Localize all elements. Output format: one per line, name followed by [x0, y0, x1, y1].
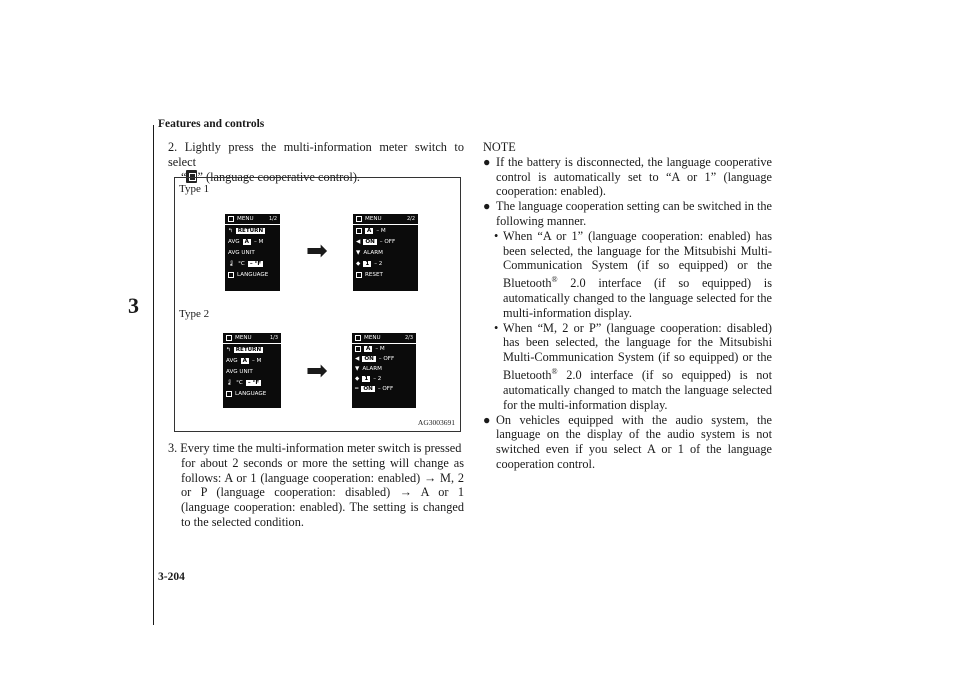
screen-row: °C — [238, 260, 245, 267]
note-item-2 — [483, 199, 772, 229]
screen-row: ALARM — [362, 366, 382, 372]
figure-code: AG3003691 — [417, 418, 455, 427]
screen-page: 2/2 — [406, 216, 415, 222]
screen-box: ON — [365, 238, 375, 245]
turn-signal-icon: ◆ — [356, 260, 361, 267]
screen-row: LANGUAGE — [237, 271, 269, 278]
screen-box: ON — [364, 356, 374, 362]
bullet-icon: ● — [483, 199, 491, 214]
note-subitem-text: 2.0 interface (if so equipped) is not automatically changed to match the language selected for the multi-information display. — [503, 368, 772, 412]
step-3-cont: for about 2 seconds or more the setting will change as follows: A or 1 (language cooperation: enabled) → M, 2 or P (language cooperation: disabled) → A or 1 (language cooperation: enabled). The setting is changed to the selected condition. — [181, 455, 464, 529]
note-subitem-text: 2.0 interface (if so equipped) is automatically changed to the language selected for the multi-information display. — [503, 276, 772, 320]
screen-box: A — [367, 227, 372, 234]
speaker-icon: ◀ — [356, 238, 361, 245]
turn-signal-icon: ◆ — [355, 376, 360, 382]
note-item-3 — [483, 413, 772, 472]
arrow-right-icon: ➡ — [306, 356, 328, 386]
language-icon — [355, 346, 361, 352]
screen-row: LANGUAGE — [235, 390, 267, 397]
screen-row: RESET — [365, 271, 383, 278]
step-2-line1: 2. Lightly press the multi-information meter switch to select — [168, 140, 464, 169]
speaker-icon: ◀ — [355, 356, 360, 362]
note-subitem-text: When “M, 2 or P” (language cooperation: disabled) has been selected, the language for the Mitsubishi Multi-Communication System (if so equipped) or the Bluetooth — [503, 320, 772, 383]
screen-row: – 2 — [374, 260, 383, 267]
menu-figure — [174, 177, 461, 432]
screen-box: – °F — [247, 379, 260, 386]
screen-page: 2/3 — [404, 335, 413, 341]
key-icon: ━ — [355, 386, 359, 392]
screen-row: – OFF — [379, 238, 396, 245]
screen-page: 1/2 — [268, 216, 277, 222]
screen-title: MENU — [364, 335, 381, 341]
screen-row: – OFF — [378, 356, 395, 362]
open-quote: “ — [181, 169, 187, 184]
screen-row: – OFF — [377, 386, 394, 392]
return-icon: ↰ — [226, 346, 231, 353]
registered-mark: ® — [551, 275, 558, 285]
note-block — [483, 140, 772, 472]
screen-row: – M — [375, 346, 385, 352]
sub-bullet-icon: • — [494, 320, 499, 335]
screen-title: MENU — [365, 216, 382, 222]
screen-row: AVG UNIT — [226, 368, 253, 375]
screen-row: – M — [253, 238, 264, 245]
reset-icon — [356, 272, 362, 278]
running-header: Features and controls — [158, 118, 265, 130]
screen-row: – 2 — [373, 376, 382, 382]
chapter-number: 3 — [128, 293, 139, 318]
menu-icon — [355, 335, 361, 341]
screen-row: °C — [236, 379, 243, 386]
menu-screen-type1-page1 — [225, 214, 280, 291]
screen-row: ALARM — [363, 249, 383, 256]
type-1-label: Type 1 — [179, 183, 210, 195]
bullet-icon: ● — [483, 154, 491, 169]
screen-row: AVG UNIT — [228, 249, 255, 256]
language-icon — [226, 391, 232, 397]
bullet-icon: ● — [483, 412, 491, 427]
note-item-text: If the battery is disconnected, the language cooperative control is automatically set to “A or 1” (language cooperation: enabled). — [496, 154, 772, 199]
step-2-text: ” (language cooperative control). — [197, 169, 360, 184]
menu-screen-type1-page2 — [353, 214, 418, 291]
screen-row: AVG — [226, 357, 238, 364]
screen-box: RETURN — [235, 346, 262, 353]
step-3-line1: 3. Every time the multi-information meter switch is pressed — [168, 441, 462, 455]
note-item-text: The language cooperation setting can be switched in the following manner. — [496, 199, 772, 228]
screen-box: 1 — [365, 260, 370, 267]
note-heading: NOTE — [483, 140, 516, 154]
menu-icon — [356, 216, 362, 222]
return-icon: ↰ — [228, 227, 233, 234]
note-subitem-text: When “A or 1” (language cooperation: enabled) has been selected, the language for the Mitsubishi Multi-Communication System (if so equipped) or the Bluetooth — [503, 228, 772, 291]
note-subitem-2 — [483, 321, 772, 413]
screen-title: MENU — [237, 216, 254, 222]
screen-row: – M — [376, 227, 386, 234]
step-3 — [168, 441, 464, 530]
menu-screen-type2-page1 — [223, 333, 281, 408]
thermometer-icon: 🌡 — [228, 260, 236, 267]
screen-box: A — [242, 357, 247, 364]
language-icon — [228, 272, 234, 278]
screen-page: 1/3 — [269, 335, 278, 341]
chapter-tab — [114, 125, 154, 625]
thermometer-icon: 🌡 — [226, 379, 234, 386]
language-icon — [356, 228, 362, 234]
screen-row: AVG — [228, 238, 240, 245]
menu-icon — [228, 216, 234, 222]
screen-title: MENU — [235, 335, 252, 341]
screen-row: – M — [251, 357, 262, 364]
note-item-1 — [483, 155, 772, 199]
screen-row: RETURN — [237, 227, 264, 234]
note-subitem-1 — [483, 229, 772, 321]
registered-mark: ® — [551, 367, 558, 377]
menu-icon — [226, 335, 232, 341]
menu-screen-type2-page2 — [352, 333, 416, 408]
sub-bullet-icon: • — [494, 228, 499, 243]
type-2-label: Type 2 — [179, 308, 210, 320]
note-item-text: On vehicles equipped with the audio system, the language on the display of the audio system is not switched even if you select A or 1 of the language cooperation control. — [496, 412, 772, 471]
screen-box: A — [366, 346, 371, 352]
alarm-icon: ▼ — [356, 249, 361, 256]
screen-box: – °F — [249, 260, 262, 267]
screen-box: 1 — [364, 376, 369, 382]
screen-box: A — [244, 238, 249, 245]
page-number: 3-204 — [158, 571, 185, 583]
screen-box: ON — [363, 386, 373, 392]
arrow-right-icon: ➡ — [306, 236, 328, 266]
alarm-icon: ▼ — [355, 366, 360, 372]
